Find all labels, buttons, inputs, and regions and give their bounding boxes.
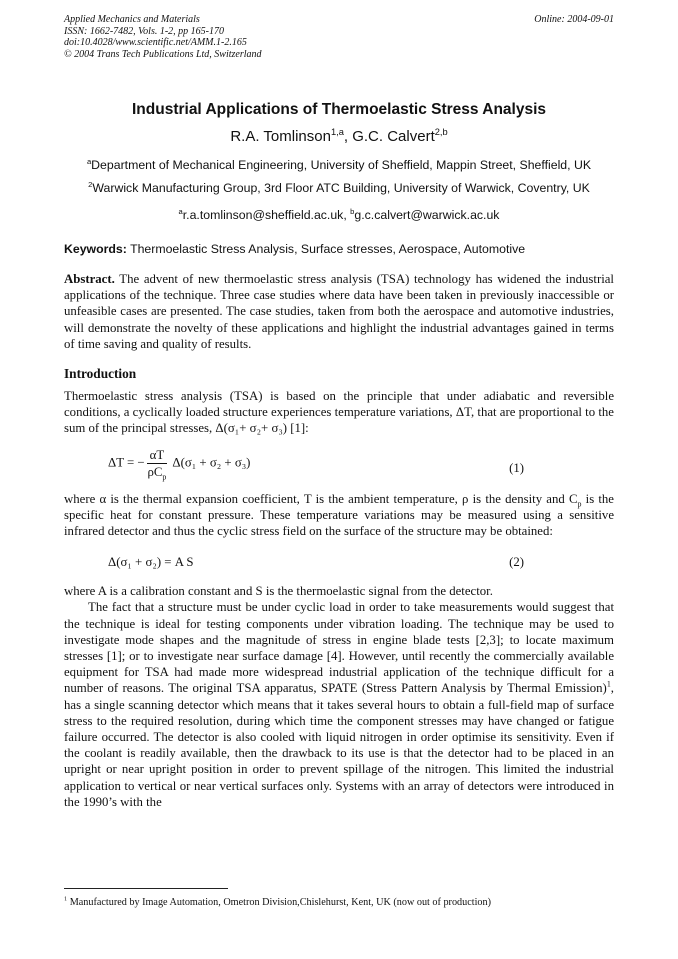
email-line — [64, 208, 614, 222]
equation-1-fraction — [147, 447, 168, 480]
equation-1-right: Δ(σ₁ + σ₂ + σ₃) — [169, 455, 251, 470]
affiliation-2 — [64, 181, 614, 196]
equation-1 — [64, 447, 614, 491]
intro-paragraph-2 — [64, 491, 614, 540]
author-2: G.C. Calvert — [352, 128, 435, 145]
author-line — [64, 128, 614, 145]
footnote-rule — [64, 888, 228, 889]
equation-1-den-text: ρC — [147, 464, 163, 479]
intro-p4-part-a: The fact that a structure must be under cyclic load in order to take measurements would suggest that the technique is ideal for testing components under vibration loading. The technique may be used to investigate mode shapes and the magnitude of stress in engine blade tests [2,3]; to locate maximum stresses [1]; or to investigate near surface damage [4]. However, until recently the commercially available equipment for TSA had made more widespread industrial application of the technique difficult for a number of reasons. The original TSA apparatus, SPATE (Stress Pattern Analysis by Thermal Emission) — [64, 600, 614, 696]
affiliation-1-sup: a — [86, 156, 92, 166]
intro-paragraph-4 — [64, 599, 614, 810]
intro-paragraph-3: where A is a calibration constant and S is the thermoelastic signal from the detector. — [64, 584, 493, 599]
footnote-number: 1 — [64, 895, 68, 903]
abstract — [64, 271, 614, 352]
intro-p4-part-b: , has a single scanning detector which means that it takes several hours to obtain a full-field map of surface stress to the required resolution, during which time the component stresses may have changed or fatigue failure occurred. The detector is also cooled with liquid nitrogen in order optimise its sensitivity. Even if the coolant is readily available, then the drawback to its use is that the detector had to be placed in an upright or near upright position in order to prevent spillage of the nitrogen. This limited the industrial application to vertical or near vertical surfaces only. Systems with an array of detectors were introduced in the 1990’s with the — [64, 681, 614, 809]
abstract-label: Abstract. — [64, 272, 115, 286]
author-1-sup: 1,a — [330, 127, 344, 137]
intro-p2-part-b: is the specific heat for constant pressure. These temperature variations may be measured using a sensitive infrared detector and thus the cyclic stress field on the surface of the structure may be obtained: — [64, 491, 614, 539]
email-2-sup: b — [350, 206, 355, 216]
equation-1-den-sub: p — [162, 472, 167, 482]
equation-1-numerator: αT — [147, 447, 168, 464]
affiliation-2-text: Warwick Manufacturing Group, 3rd Floor ATC Building, University of Warwick, Coventry, UK — [92, 181, 590, 195]
author-2-sup: 2,b — [434, 127, 448, 137]
email-2: g.c.calvert@warwick.ac.uk — [354, 208, 500, 222]
journal-doi: doi:10.4028/www.scientific.net/AMM.1-2.165 — [64, 37, 247, 48]
author-separator: , — [343, 128, 353, 145]
keywords-text: Thermoelastic Stress Analysis, Surface stresses, Aerospace, Automotive — [126, 242, 526, 256]
paper-page — [64, 14, 614, 810]
abstract-text: The advent of new thermoelastic stress analysis (TSA) technology has widened the industrial applications of the technique. Three case studies where data have been taken in previously inaccessible or unfeasible cases are presented. The case studies, taken from both the aerospace and automotive industries, will demonstrate the novelty of these applications and highlight the industrial advantages gained in terms of time saving and quality of results. — [64, 272, 614, 351]
online-date: Online: 2004-09-01 — [534, 14, 614, 25]
equation-2 — [64, 555, 614, 583]
footnote-ref-1: 1 — [606, 680, 611, 690]
affiliation-1-text: Department of Mechanical Engineering, University of Sheffield, Mappin Street, Sheffield, UK — [91, 158, 592, 172]
equation-1-left: ΔT = − — [108, 455, 145, 470]
keywords-label: Keywords: — [64, 242, 127, 256]
author-1: R.A. Tomlinson — [230, 128, 331, 145]
paper-title: Industrial Applications of Thermoelastic Stress Analysis — [131, 101, 547, 118]
equation-1-denominator — [147, 464, 168, 480]
email-1-sup: a — [178, 206, 183, 216]
journal-copyright: © 2004 Trans Tech Publications Ltd, Switzerland — [64, 48, 262, 60]
intro-paragraph-1: Thermoelastic stress analysis (TSA) is based on the principle that under adiabatic and reversible conditions, a cyclically loaded structure experiences temperature variations, ΔT, that are proportional to the sum of the principal stresses, Δ(σ₁+ σ₂+ σ₃) [1]: — [64, 389, 614, 436]
keywords — [64, 242, 614, 256]
journal-issn: ISSN: 1662-7482, Vols. 1-2, pp 165-170 — [64, 25, 224, 37]
footnote — [64, 897, 491, 908]
section-heading-introduction: Introduction — [64, 366, 137, 382]
intro-p2-sub: p — [577, 499, 582, 509]
equation-1-label: (1) — [509, 460, 524, 475]
journal-header — [64, 14, 614, 60]
equation-2-body: Δ(σ₁ + σ₂) = A S — [108, 555, 194, 570]
intro-p2-part-a: where α is the thermal expansion coefficient, T is the ambient temperature, ρ is the density and C — [64, 491, 578, 506]
journal-name: Applied Mechanics and Materials — [64, 14, 200, 25]
email-1: r.a.tomlinson@sheffield.ac.uk, — [182, 208, 351, 222]
equation-1-body — [108, 447, 250, 480]
affiliation-2-sup: 2 — [88, 179, 93, 189]
footnote-text: Manufactured by Image Automation, Ometron Division,Chislehurst, Kent, UK (now out of production) — [67, 897, 491, 908]
affiliation-1 — [64, 158, 614, 173]
equation-2-label: (2) — [509, 555, 524, 570]
